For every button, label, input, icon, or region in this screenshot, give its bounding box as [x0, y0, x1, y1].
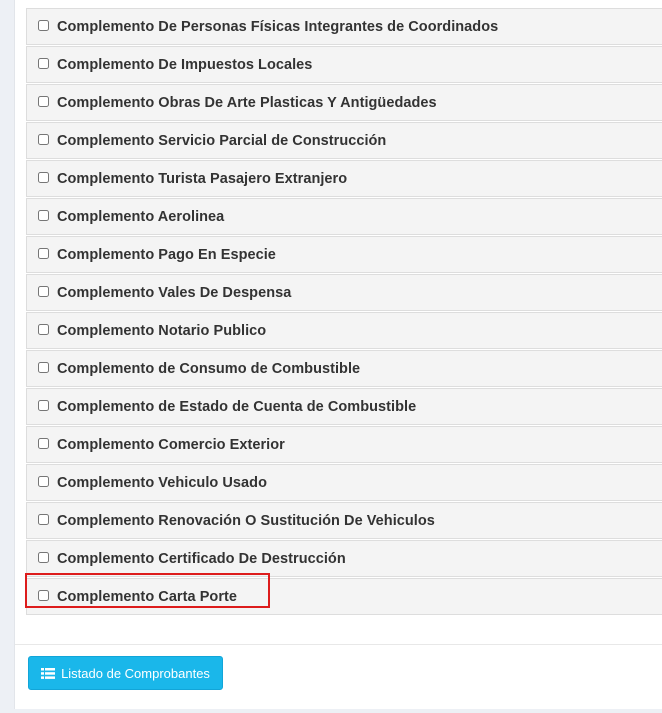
- complemento-checkbox[interactable]: [38, 134, 49, 145]
- complemento-label: Complemento Turista Pasajero Extranjero: [57, 171, 348, 187]
- listado-comprobantes-label: Listado de Comprobantes: [61, 665, 210, 681]
- complemento-checkbox[interactable]: [38, 210, 49, 221]
- complemento-checkbox[interactable]: [38, 286, 49, 297]
- complemento-item-impuestos-locales[interactable]: [26, 46, 662, 83]
- complemento-label: Complemento De Impuestos Locales: [57, 57, 313, 73]
- complemento-item-vales-despensa[interactable]: [26, 274, 662, 311]
- complemento-item-renovacion-vehiculos[interactable]: [26, 502, 662, 539]
- complemento-checkbox[interactable]: [38, 514, 49, 525]
- listado-comprobantes-button[interactable]: [28, 656, 223, 690]
- complemento-item-turista-pasajero[interactable]: [26, 160, 662, 197]
- complemento-label: Complemento Certificado De Destrucción: [57, 551, 346, 567]
- complemento-checkbox[interactable]: [38, 590, 49, 601]
- complemento-checkbox[interactable]: [38, 552, 49, 563]
- complemento-item-comercio-exterior[interactable]: [26, 426, 662, 463]
- complemento-checkbox[interactable]: [38, 324, 49, 335]
- complemento-item-notario-publico[interactable]: [26, 312, 662, 349]
- complemento-checkbox[interactable]: [38, 476, 49, 487]
- complemento-checkbox[interactable]: [38, 96, 49, 107]
- complemento-checkbox[interactable]: [38, 58, 49, 69]
- complemento-checkbox[interactable]: [38, 362, 49, 373]
- complemento-label: Complemento Obras De Arte Plasticas Y Antigüedades: [57, 95, 437, 111]
- complemento-item-certificado-destruccion[interactable]: [26, 540, 662, 577]
- complemento-item-vehiculo-usado[interactable]: [26, 464, 662, 501]
- complemento-label: Complemento Vehiculo Usado: [57, 475, 267, 491]
- complemento-item-aerolinea[interactable]: [26, 198, 662, 235]
- complemento-checkbox[interactable]: [38, 172, 49, 183]
- complemento-item-pago-especie[interactable]: [26, 236, 662, 273]
- complemento-label: Complemento de Consumo de Combustible: [57, 361, 361, 377]
- complemento-item-carta-porte[interactable]: [26, 578, 662, 615]
- complemento-label: Complemento Renovación O Sustitución De Vehiculos: [57, 513, 435, 529]
- complemento-label: Complemento Pago En Especie: [57, 247, 276, 263]
- complementos-list: [26, 8, 662, 616]
- section-divider: [15, 644, 662, 645]
- complemento-label: Complemento Vales De Despensa: [57, 285, 292, 301]
- complemento-label: Complemento De Personas Físicas Integrantes de Coordinados: [57, 19, 499, 35]
- complemento-item-estado-cuenta-combustible[interactable]: [26, 388, 662, 425]
- panel-bottom-edge: [14, 709, 662, 713]
- complemento-item-personas-fisicas[interactable]: [26, 8, 662, 45]
- complemento-label: Complemento Carta Porte: [57, 589, 238, 605]
- complemento-label: Complemento Notario Publico: [57, 323, 267, 339]
- complemento-item-obras-de-arte[interactable]: [26, 84, 662, 121]
- complemento-label: Complemento Aerolinea: [57, 209, 225, 225]
- complemento-item-consumo-combustible[interactable]: [26, 350, 662, 387]
- list-icon: [41, 668, 55, 679]
- complemento-label: Complemento Comercio Exterior: [57, 437, 285, 453]
- complemento-checkbox[interactable]: [38, 20, 49, 31]
- complemento-label: Complemento Servicio Parcial de Construcción: [57, 133, 387, 149]
- complemento-checkbox[interactable]: [38, 248, 49, 259]
- complemento-label: Complemento de Estado de Cuenta de Combustible: [57, 399, 417, 415]
- complemento-item-servicio-parcial[interactable]: [26, 122, 662, 159]
- complemento-checkbox[interactable]: [38, 438, 49, 449]
- complemento-checkbox[interactable]: [38, 400, 49, 411]
